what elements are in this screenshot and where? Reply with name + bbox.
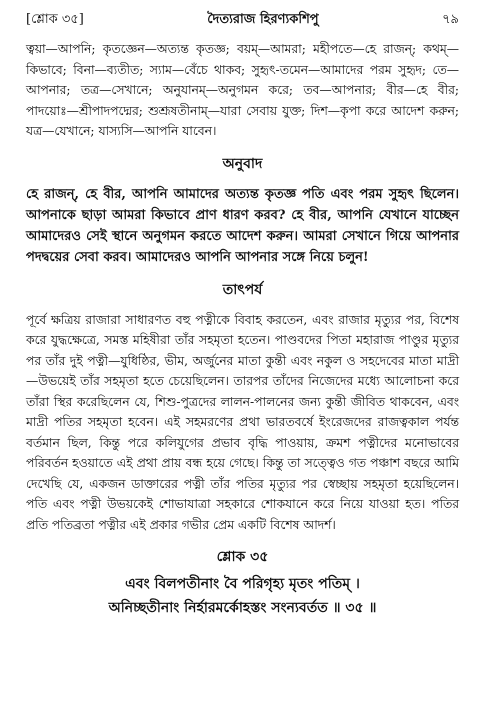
header-chapter-title: দৈত্যরাজ হিরণ্যকশিপু — [207, 12, 319, 27]
purport-text: পূর্বে ক্ষত্রিয় রাজারা সাধারণত বহু পত্নীকে বিবাহ করতেন, এবং রাজার মৃত্যুর পর, বিশেষ করে যুদ্ধক্ষেত্রে, সমস্ত মহিষীরা তাঁর সহমৃতা হতেন। পাণ্ডবদের পিতা মহারাজ পাণ্ডুর মৃত্যুর পর তাঁর দুই পত্নী—যুধিষ্ঠির, ভীম, অর্জুনের মাতা কুন্তী এবং নকুল ও সহদেবের মাতা মাদ্রী—উভয়েই তাঁর সহমৃতা হতে চেয়েছিলেন। তারপর তাঁদের নিজেদের মধ্যে আলোচনা করে তাঁরা স্থির করেছিলেন যে, শিশু-পুত্রদের লালন-পালনের জন্য কুন্তী জীবিত থাকবেন, এবং মাদ্রী পতির সহমৃতা হবেন। এই সহমরণের প্রথা ভারতবর্ষে ইংরেজদের রাজত্বকাল পর্যন্ত বর্তমান ছিল, কিন্তু পরে কলিযুগের প্রভাব বৃদ্ধি পাওয়ায়, ক্রমশ পত্নীদের মনোভাবের পরিবর্তন হওয়াতে এই প্রথা প্রায় বন্ধ হয়ে গেছে। কিন্তু তা সত্ত্বেও গত পঞ্চাশ বছরে আমি দেখেছি যে, একজন ডাক্তারের পত্নী তাঁর পতির মৃত্যুর পর স্বেচ্ছায় সহমৃতা হয়েছিলেন। পতি এবং পত্নী উভয়কেই শোভাযাত্রা সহকারে শোকযানে করে নিয়ে যাওয়া হত। পতির প্রতি পতিব্রতা পত্নীর এই প্রকার গভীর প্রেম একটি বিশেষ আদর্শ। — [26, 312, 459, 532]
verse-line-1: এবং বিলপতীনাং বৈ পরিগৃহ্য মৃতং পতিম্ । — [125, 576, 360, 592]
page-header — [26, 10, 459, 31]
translation-title: অনুবাদ — [222, 155, 263, 172]
synonyms-paragraph: ত্বয়া—আপনি; কৃতজ্ঞেন—অত্যন্ত কৃতজ্ঞ; বয়ম্—আমরা; মহীপতে—হে রাজন্; কথম্—কিভাবে; বিনা—ব্যতীত; স্যাম—বেঁচে থাকব; সুহৃৎ-তমেন—আমাদের পরম সুহৃদ; তে—আপনার; তত্র—সেখানে; অনুযানম্—অনুগমন করে; তব—আপনার; বীর—হে বীর; পাদয়োঃ—শ্রীপাদপদ্মের; শুশ্রূষতীনাম্—যারা সেবায় যুক্ত; দিশ—কৃপা করে আদেশ করুন; যত্র—যেখানে; যাস্যসি—আপনি যাবেন। — [26, 42, 459, 138]
verse-line-2: অনিচ্ছতীনাং নির্হারমর্কোহস্তং সংন্যবর্তত ॥ ৩৫ ॥ — [108, 600, 377, 616]
verse-title: শ্লোক ৩৫ — [216, 549, 269, 565]
purport-title: তাৎপর্য — [222, 281, 263, 298]
translation-text: হে রাজন্, হে বীর, আপনি আমাদের অত্যন্ত কৃতজ্ঞ পতি এবং পরম সুহৃৎ ছিলেন। আপনাকে ছাড়া আমরা কিভাবে প্রাণ ধারণ করব? হে বীর, আপনি যেখানে যাচ্ছেন আমাদেরও সেই স্থানে অনুগমন করতে আদেশ করুন। আমরা সেখানে গিয়ে আপনার পদদ্বয়ের সেবা করব। আমাদেরও আপনি আপনার সঙ্গে নিয়ে চলুন! — [26, 186, 459, 265]
header-verse-ref: [শ্লোক ৩৫] — [26, 12, 84, 27]
header-page-number: ৭৯ — [442, 12, 459, 27]
